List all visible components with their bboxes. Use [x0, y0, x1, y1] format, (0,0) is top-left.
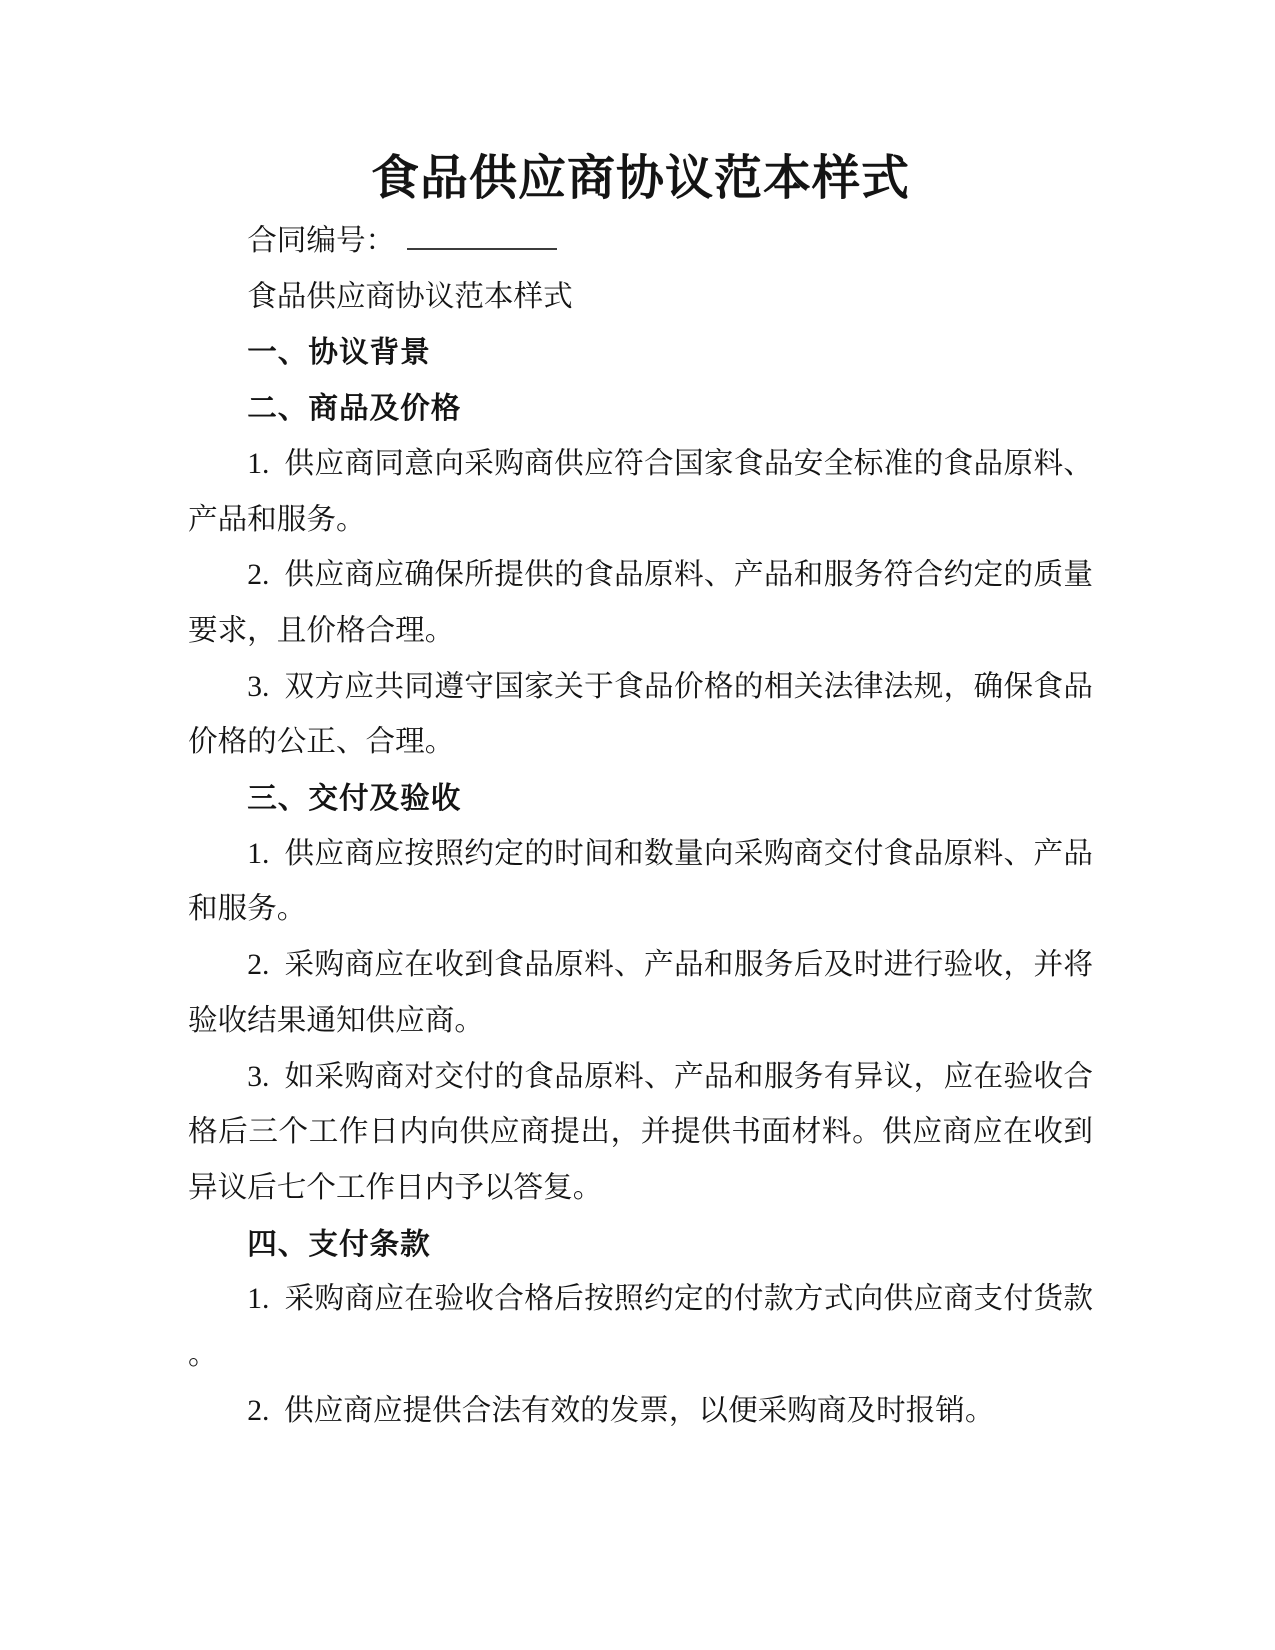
paragraph: 2. 采购商应在收到食品原料、产品和服务后及时进行验收，并将验收结果通知供应商。: [188, 949, 1093, 1037]
paragraph: 3. 如采购商对交付的食品原料、产品和服务有异议，应在验收合格后三个工作日内向供应商提出，并提供书面材料。供应商应在收到异议后七个工作日内予以答复。: [188, 1060, 1093, 1204]
document-body: [188, 214, 1093, 1439]
paragraph: 2. 供应商应确保所提供的食品原料、产品和服务符合约定的质量要求，且价格合理。: [188, 559, 1093, 647]
paragraph-list: [188, 270, 1093, 1440]
contract-number-line: [188, 214, 1093, 270]
paragraph: 2. 供应商应提供合法有效的发票，以便采购商及时报销。: [247, 1394, 995, 1427]
document-title: 食品供应商协议范本样式: [370, 152, 910, 205]
contract-number-blank: [407, 220, 557, 250]
paragraph: 食品供应商协议范本样式: [247, 280, 573, 313]
contract-number-label: 合同编号：: [247, 225, 396, 257]
paragraph: 1. 供应商应按照约定的时间和数量向采购商交付食品原料、产品和服务。: [188, 837, 1093, 926]
section-heading: 一、协议背景: [247, 336, 431, 370]
section-heading: 二、商品及价格: [247, 392, 462, 426]
section-heading: 四、支付条款: [247, 1227, 431, 1261]
paragraph: 3. 双方应共同遵守国家关于食品价格的相关法律法规，确保食品价格的公正、合理。: [188, 670, 1093, 759]
section-heading: 三、交付及验收: [247, 782, 462, 816]
paragraph: 1. 采购商应在验收合格后按照约定的付款方式向供应商支付货款。: [188, 1283, 1093, 1372]
paragraph: 1. 供应商同意向采购商供应符合国家食品安全标准的食品原料、产品和服务。: [188, 447, 1093, 536]
